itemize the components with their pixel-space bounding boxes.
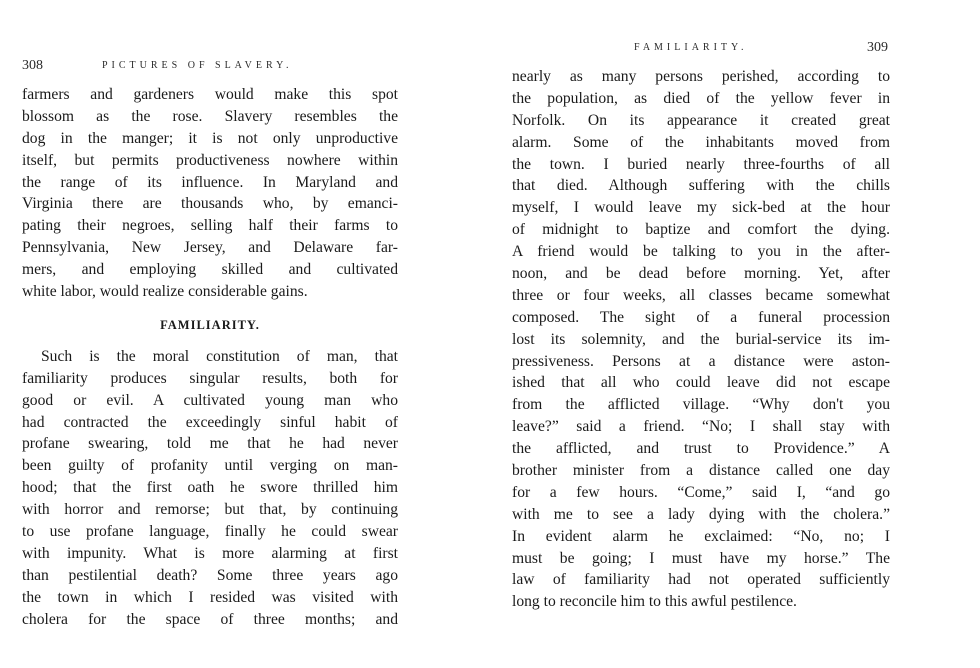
text-line: farmers and gardeners would make this spot [22,86,398,103]
text-line: familiarity produces singular results, both for [22,369,398,387]
text-line: leave?” said a friend. “No; I shall stay with [512,418,890,436]
text-line: pating their negroes, selling half their farms to [22,217,398,235]
text-line: good or evil. A cultivated young man who [22,391,398,409]
text-line: noon, and be dead before morning. Yet, after [512,265,890,283]
text-line: the range of its influence. In Maryland and [22,173,398,191]
text-line: nearly as many persons perished, according to [512,68,890,85]
text-line: Norfolk. On its appearance it created great [512,111,890,129]
left-page-number: 308 [22,58,43,73]
text-line: profane swearing, told me that he had never [22,435,398,453]
text-line: brother minister from a distance called one day [512,462,890,480]
text-line: hood; that the first oath he swore thrilled him [22,479,398,497]
text-line: itself, but permits productiveness nowhere within [22,151,398,169]
text-line: had contracted the exceedingly sinful habit of [22,413,398,431]
paragraph-gap [22,336,398,346]
right-running-head [512,40,890,60]
text-line: dog in the manger; it is not only unproductive [22,129,398,147]
text-line: law of familiarity had not operated sufficiently [512,571,890,589]
text-line: lost its solemnity, and the burial-service its im- [512,330,890,348]
text-line: ished that all who could leave did not escape [512,374,890,392]
text-line: than pestilential death? Some three years ago [22,566,398,584]
left-page-body [22,84,398,630]
text-line: three or four weeks, all classes became somewhat [512,286,890,304]
text-line: blossom as the rose. Slavery resembles the [22,107,398,125]
text-line: for a few hours. “Come,” said I, “and go [512,483,890,501]
text-line: In evident alarm he exclaimed: “No, no; I [512,527,890,545]
text-line: Pennsylvania, New Jersey, and Delaware far- [22,239,398,257]
text-line: myself, I would leave my sick-bed at the hour [512,199,890,217]
right-running-title: FAMILIARITY. [634,42,748,53]
text-line: with me to see a lady dying with the cholera.” [512,505,890,523]
text-line: that died. Although suffering with the chills [512,177,890,195]
text-line: white labor, would realize considerable gains. [22,283,308,301]
text-line: Such is the moral constitution of man, that [41,347,398,365]
text-line: of midnight to baptize and comfort the dying. [512,221,890,239]
text-line: from the afflicted village. “Why don't you [512,396,890,414]
section-heading: FAMILIARITY. [160,317,260,332]
text-line: composed. The sight of a funeral procession [512,308,890,326]
text-line: long to reconcile him to this awful pestilence. [512,593,797,611]
left-running-title: PICTURES OF SLAVERY. [102,60,293,71]
text-line: the afflicted, and trust to Providence.” A [512,440,890,458]
right-page-number: 309 [867,40,888,55]
paragraph-gap [22,303,398,314]
text-line: Virginia there are thousands who, by emanci- [22,195,398,213]
text-line: the population, as died of the yellow fever in [512,89,890,107]
text-line: to use profane language, finally he could swear [22,523,398,541]
text-line: the town in which I resided was visited with [22,588,398,606]
text-line: alarm. Some of the inhabitants moved from [512,133,890,151]
right-page-body [512,66,890,613]
text-line: mers, and employing skilled and cultivated [22,261,398,279]
text-line: cholera for the space of three months; and [22,610,398,628]
text-line: must be going; I must have my horse.” The [512,549,890,567]
left-running-head [22,58,398,78]
text-line: been guilty of profanity until verging on man- [22,457,398,475]
text-line: the town. I buried nearly three-fourths of all [512,155,890,173]
text-line: pressiveness. Persons at a distance were aston- [512,352,890,370]
text-line: with horror and remorse; but that, by continuing [22,501,398,519]
text-line: with impunity. What is more alarming at first [22,544,398,562]
text-line: A friend would be talking to you in the after- [512,243,890,261]
